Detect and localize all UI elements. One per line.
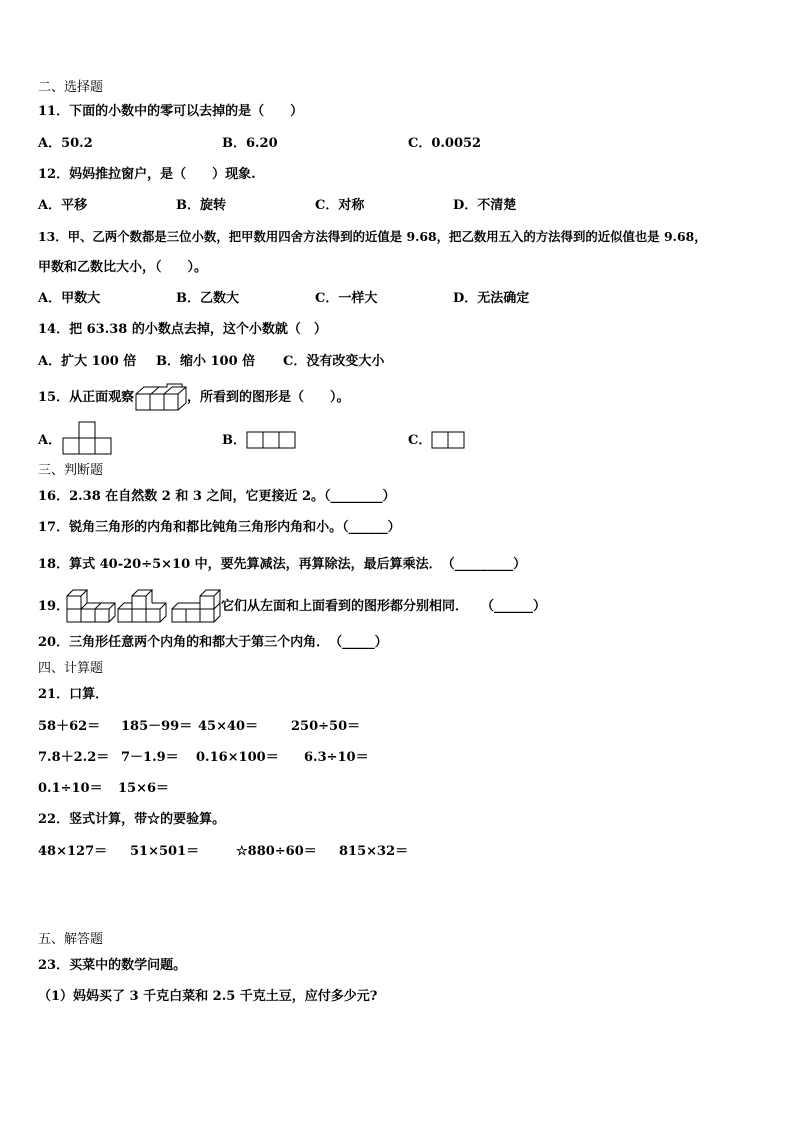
mental-calc-item: 185－99＝ — [121, 719, 193, 734]
question-11: 11．下面的小数中的零可以去掉的是（ ） — [38, 104, 304, 119]
mental-calc-item: 0.16×100＝ — [196, 750, 279, 765]
mental-calc-item: 6.3÷10＝ — [304, 750, 369, 765]
q14-option-b: B．缩小 100 倍 — [156, 354, 256, 369]
q19-figure-2 — [117, 588, 169, 624]
question-23-sub-1: （1）妈妈买了 3 千克白菜和 2.5 千克土豆，应付多少元? — [38, 989, 378, 1004]
mental-calc-item: 15×6＝ — [118, 781, 170, 796]
q15-option-b: B． — [222, 433, 246, 448]
question-20: 20．三角形任意两个内角的和都大于第三个内角． （_____） — [38, 635, 388, 650]
question-16: 16．2.38 在自然数 2 和 3 之间，它更接近 2。（________） — [38, 489, 396, 504]
section-heading-answer: 五、解答题 — [38, 932, 104, 947]
q13-option-d: D．无法确定 — [453, 291, 530, 306]
question-23: 23．买菜中的数学问题。 — [38, 958, 187, 973]
mental-calc-item: 7.8＋2.2＝ — [38, 750, 110, 765]
section-heading-judge: 三、判断题 — [38, 463, 104, 478]
q12-option-d: D．不清楚 — [453, 198, 517, 213]
written-calc-item: 51×501＝ — [130, 844, 200, 859]
section-heading-calc: 四、计算题 — [38, 661, 104, 676]
q15-option-c: C． — [408, 433, 432, 448]
written-calc-item: 815×32＝ — [339, 844, 409, 859]
question-13-line2: 甲数和乙数比大小，（ ）。 — [38, 260, 208, 275]
q15-option-a-figure — [62, 421, 114, 455]
q15-option-c-figure — [431, 431, 467, 449]
question-21: 21．口算． — [38, 687, 109, 702]
question-22: 22．竖式计算，带☆的要验算。 — [38, 812, 226, 827]
q12-option-c: C．对称 — [315, 198, 365, 213]
written-calc-item: ☆880÷60＝ — [236, 844, 317, 859]
question-14: 14．把 63.38 的小数点去掉，这个小数就（ ） — [38, 322, 327, 337]
question-13-line1: 13．甲、乙两个数都是三位小数，把甲数用四舍方法得到的近值是 9.68，把乙数用五入的方法得到的近似值也是 9.68， — [38, 229, 707, 244]
q12-option-b: B．旋转 — [176, 198, 226, 213]
q19-figure-3 — [171, 588, 223, 624]
q13-option-c: C．一样大 — [315, 291, 378, 306]
mental-calc-item: 45×40＝ — [198, 719, 259, 734]
q11-option-a: A．50.2 — [38, 136, 93, 151]
q15-option-b-figure — [246, 431, 298, 449]
q11-option-c: C．0.0052 — [408, 136, 482, 151]
cube-stack-figure — [135, 384, 187, 412]
q15-option-a: A． — [38, 433, 62, 448]
section-heading-choice: 二、选择题 — [38, 80, 104, 95]
question-15-suffix: ，所看到的图形是（ ）。 — [187, 390, 350, 405]
mental-calc-item: 0.1÷10＝ — [38, 781, 103, 796]
mental-calc-item: 250÷50＝ — [291, 719, 361, 734]
question-19-text: 它们从左面和上面看到的图形都分别相同． （______） — [221, 599, 547, 614]
question-18: 18．算式 40-20÷5×10 中，要先算减法，再算除法，最后算乘法． （_________） — [38, 557, 527, 572]
q11-option-b: B．6.20 — [222, 136, 278, 151]
q19-figure-1 — [66, 588, 118, 624]
q12-option-a: A．平移 — [38, 198, 88, 213]
q14-option-a: A．扩大 100 倍 — [38, 354, 137, 369]
mental-calc-item: 7－1.9＝ — [121, 750, 179, 765]
q13-option-b: B．乙数大 — [176, 291, 239, 306]
question-12: 12．妈妈推拉窗户，是（ ）现象. — [38, 167, 256, 182]
mental-calc-item: 58＋62＝ — [38, 719, 101, 734]
q13-option-a: A．甲数大 — [38, 291, 101, 306]
question-19-prefix: 19． — [38, 599, 70, 614]
question-17: 17．锐角三角形的内角和都比钝角三角形内角和小。（______） — [38, 520, 401, 535]
written-calc-item: 48×127＝ — [38, 844, 108, 859]
q14-option-c: C．没有改变大小 — [283, 354, 385, 369]
question-15-prefix: 15．从正面观察 — [38, 390, 135, 405]
